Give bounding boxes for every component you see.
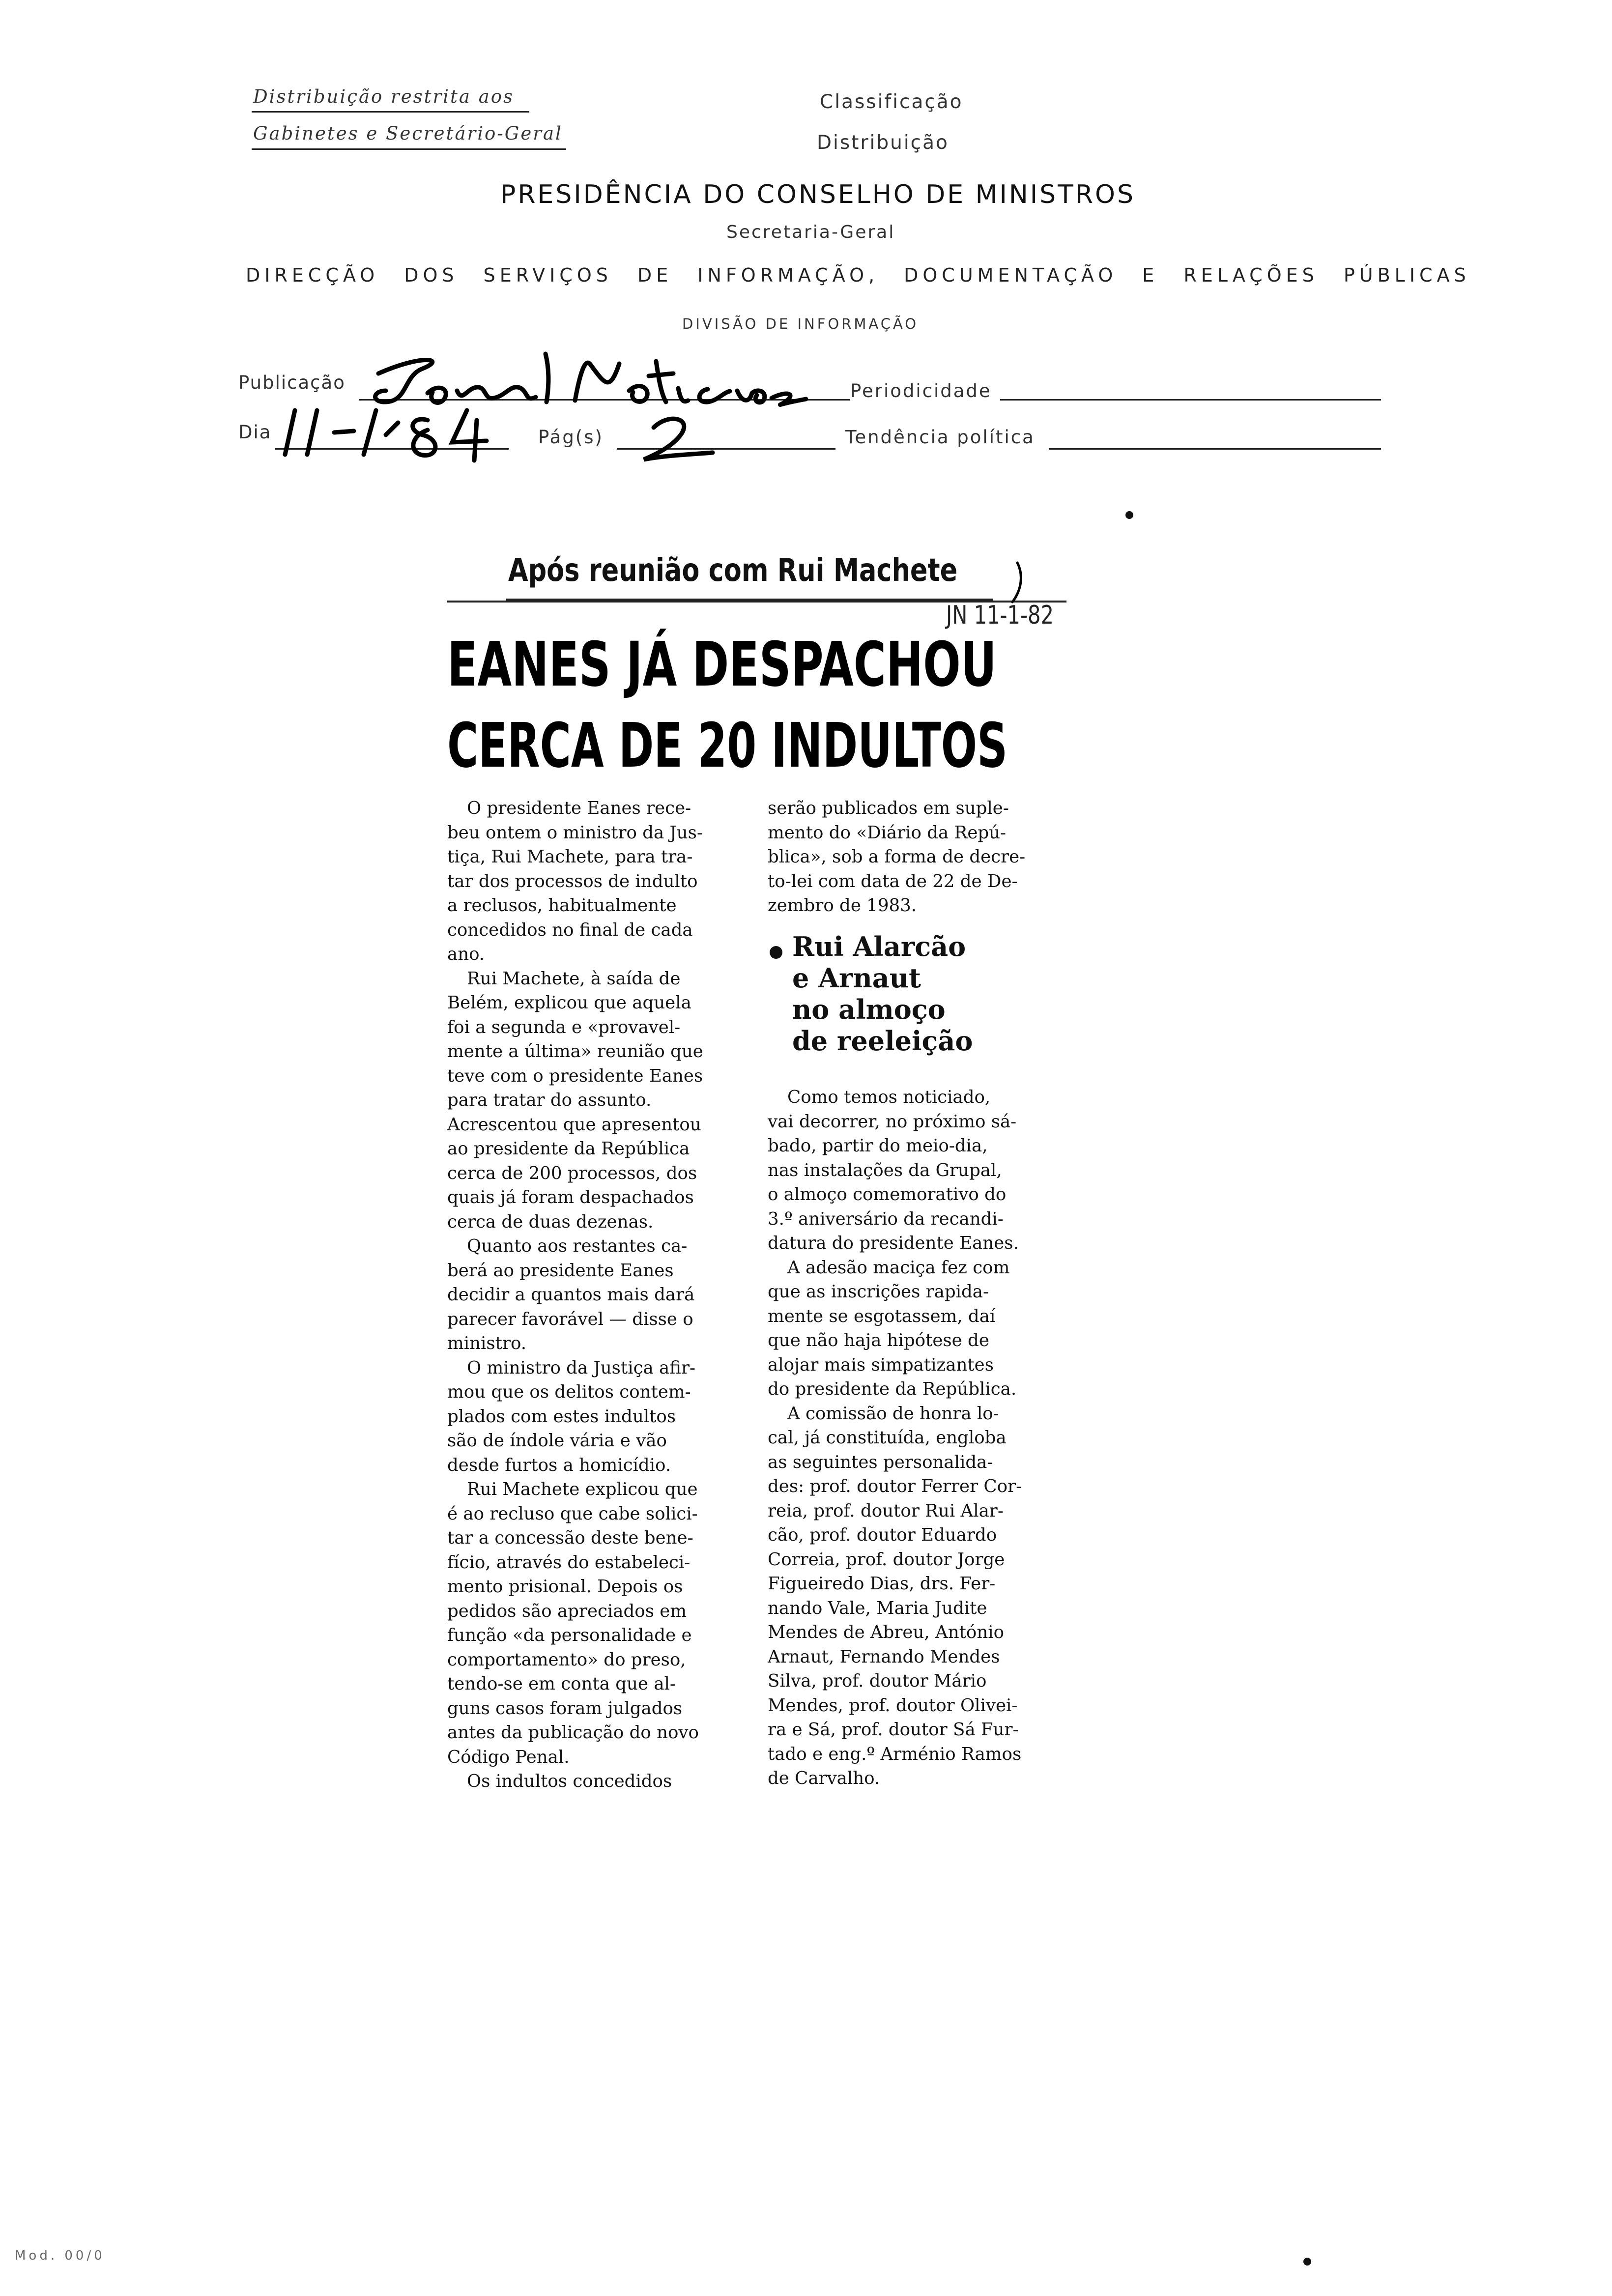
text-line: zembro de 1983.: [768, 895, 917, 916]
text-line: alojar mais simpatizantes: [768, 1354, 994, 1375]
article-column-2-bottom: [768, 1085, 1063, 1791]
text-line: nando Vale, Maria Judite: [768, 1598, 987, 1618]
restricted-note-line2: Gabinetes e Secretário-Geral: [253, 123, 563, 144]
form-code: Mod. 00/0: [15, 2248, 105, 2263]
text-line: Silva, prof. doutor Mário: [768, 1671, 987, 1691]
text-line: que não haja hipótese de: [768, 1330, 989, 1350]
text-line: mento do «Diário da Repú-: [768, 822, 1007, 843]
tendency-label: Tendência política: [845, 427, 1035, 448]
text-line: ao presidente da República: [447, 1139, 690, 1159]
subhead-bullet: [770, 946, 782, 959]
text-line: plados com estes indultos: [447, 1406, 676, 1427]
text-line: nas instalações da Grupal,: [768, 1160, 1002, 1180]
text-line: berá ao presidente Eanes: [447, 1260, 674, 1281]
text-line: reia, prof. doutor Rui Alar-: [768, 1500, 1004, 1521]
institution-title: PRESIDÊNCIA DO CONSELHO DE MINISTROS: [500, 180, 1135, 209]
scan-dot: [1125, 511, 1133, 519]
classification-label: Classificação: [820, 91, 963, 113]
distribution-label: Distribuição: [817, 132, 949, 154]
text-line: beu ontem o ministro da Jus-: [447, 822, 703, 843]
text-line: Rui Machete explicou que: [467, 1479, 698, 1499]
text-line: Arnaut, Fernando Mendes: [768, 1646, 1000, 1667]
text-line: mente a última» reunião que: [447, 1041, 703, 1062]
text-line: decidir a quantos mais dará: [447, 1285, 695, 1305]
headline-line1: EANES JÁ DESPACHOU: [447, 629, 997, 700]
periodicity-field-line: [1000, 399, 1381, 401]
text-line: Mendes de Abreu, António: [768, 1622, 1005, 1642]
text-line: ministro.: [447, 1333, 527, 1353]
text-line: A adesão maciça fez com: [787, 1257, 1010, 1278]
division-line: DIVISÃO DE INFORMAÇÃO: [682, 316, 919, 332]
text-line: concedidos no final de cada: [447, 919, 693, 940]
text-line: A comissão de honra lo-: [787, 1403, 999, 1424]
text-line: comportamento» do preso,: [447, 1649, 686, 1670]
clipping-date-annotation: JN 11-1-82: [946, 601, 1054, 630]
scan-dot-footer: [1303, 2258, 1311, 2266]
text-line: é ao recluso que cabe solici-: [447, 1503, 698, 1524]
text-line: o almoço comemorativo do: [768, 1184, 1007, 1205]
directorate-line: DIRECÇÃO DOS SERVIÇOS DE INFORMAÇÃO, DOCUMENTAÇÃO E RELAÇÕES PÚBLICAS: [246, 264, 1470, 286]
text-line: cerca de 200 processos, dos: [447, 1163, 697, 1183]
subheading-line: e Arnaut: [792, 962, 921, 994]
text-line: Correia, prof. doutor Jorge: [768, 1549, 1005, 1570]
text-line: tar dos processos de indulto: [447, 871, 698, 891]
text-line: des: prof. doutor Ferrer Cor-: [768, 1476, 1022, 1496]
text-line: tado e eng.º Arménio Ramos: [768, 1744, 1022, 1764]
text-line: mento prisional. Depois os: [447, 1577, 683, 1597]
pages-label: Pág(s): [538, 427, 604, 448]
text-line: O ministro da Justiça afir-: [467, 1357, 695, 1378]
text-line: guns casos foram julgados: [447, 1698, 683, 1719]
text-line: serão publicados em suple-: [768, 798, 1009, 818]
text-line: Como temos noticiado,: [787, 1087, 991, 1107]
text-line: para tratar do assunto.: [447, 1090, 652, 1110]
restricted-note-line1: Distribuição restrita aos: [253, 86, 515, 107]
subheading: [792, 931, 973, 1057]
headline-line2: CERCA DE 20 INDULTOS: [447, 710, 1008, 781]
article-column-2-top: [768, 796, 1063, 918]
text-line: pedidos são apreciados em: [447, 1601, 687, 1621]
text-line: mou que os delitos contem-: [447, 1382, 691, 1402]
text-line: cerca de duas dezenas.: [447, 1211, 654, 1232]
text-line: 3.º aniversário da recandi-: [768, 1208, 1004, 1229]
text-line: Acrescentou que apresentou: [447, 1114, 701, 1135]
text-line: Rui Machete, à saída de: [467, 968, 681, 989]
text-line: Mendes, prof. doutor Olivei-: [768, 1695, 1018, 1716]
text-line: ano.: [447, 944, 485, 964]
text-line: quais já foram despachados: [447, 1187, 694, 1207]
pages-handwriting: [634, 410, 722, 464]
text-line: antes da publicação do novo: [447, 1722, 699, 1743]
text-line: Código Penal.: [447, 1747, 570, 1767]
text-line: cal, já constituída, engloba: [768, 1428, 1007, 1448]
text-line: to-lei com data de 22 de De-: [768, 871, 1018, 891]
subheading-line: de reeleição: [792, 1025, 973, 1057]
text-line: que as inscrições rapida-: [768, 1282, 989, 1302]
day-label: Dia: [238, 422, 272, 443]
text-line: Figueiredo Dias, drs. Fer-: [768, 1574, 996, 1594]
text-line: são de índole vária e vão: [447, 1431, 667, 1451]
text-line: tendo-se em conta que al-: [447, 1674, 676, 1694]
text-line: função «da personalidade e: [447, 1625, 692, 1645]
day-handwriting: [280, 401, 516, 464]
subheading-line: no almoço: [792, 994, 946, 1025]
article-kicker: Após reunião com Rui Machete: [508, 552, 958, 589]
text-line: Quanto aos restantes ca-: [467, 1236, 688, 1256]
text-line: a reclusos, habitualmente: [447, 895, 677, 916]
text-line: parecer favorável — disse o: [447, 1309, 693, 1329]
article-column-1: [447, 796, 737, 1794]
tendency-field-line: [1049, 448, 1381, 450]
text-line: cão, prof. doutor Eduardo: [768, 1525, 997, 1545]
text-line: O presidente Eanes rece-: [467, 798, 691, 818]
text-line: tar a concessão deste bene-: [447, 1528, 693, 1548]
text-line: blica», sob a forma de decre-: [768, 847, 1026, 867]
restricted-note-underline-2: [252, 148, 566, 150]
text-line: datura do presidente Eanes.: [768, 1233, 1019, 1253]
text-line: do presidente da República.: [768, 1379, 1017, 1399]
text-line: as seguintes personalida-: [768, 1452, 993, 1472]
publication-label: Publicação: [238, 372, 345, 393]
text-line: Belém, explicou que aquela: [447, 993, 691, 1013]
text-line: de Carvalho.: [768, 1768, 880, 1788]
secretariat-subtitle: Secretaria-Geral: [726, 222, 895, 242]
text-line: fício, através do estabeleci-: [447, 1552, 691, 1573]
restricted-note-underline-1: [252, 111, 529, 113]
subheading-line: Rui Alarcão: [792, 931, 966, 962]
text-line: mente se esgotassem, daí: [768, 1306, 996, 1326]
text-line: bado, partir do meio-dia,: [768, 1136, 988, 1156]
text-line: tiça, Rui Machete, para tra-: [447, 847, 693, 867]
text-line: Os indultos concedidos: [467, 1771, 672, 1791]
text-line: teve com o presidente Eanes: [447, 1065, 703, 1086]
periodicity-label: Periodicidade: [850, 380, 992, 402]
text-line: ra e Sá, prof. doutor Sá Fur-: [768, 1720, 1019, 1740]
text-line: foi a segunda e «provavel-: [447, 1017, 681, 1037]
text-line: desde furtos a homicídio.: [447, 1455, 671, 1475]
text-line: vai decorrer, no próximo sá-: [768, 1111, 1017, 1132]
